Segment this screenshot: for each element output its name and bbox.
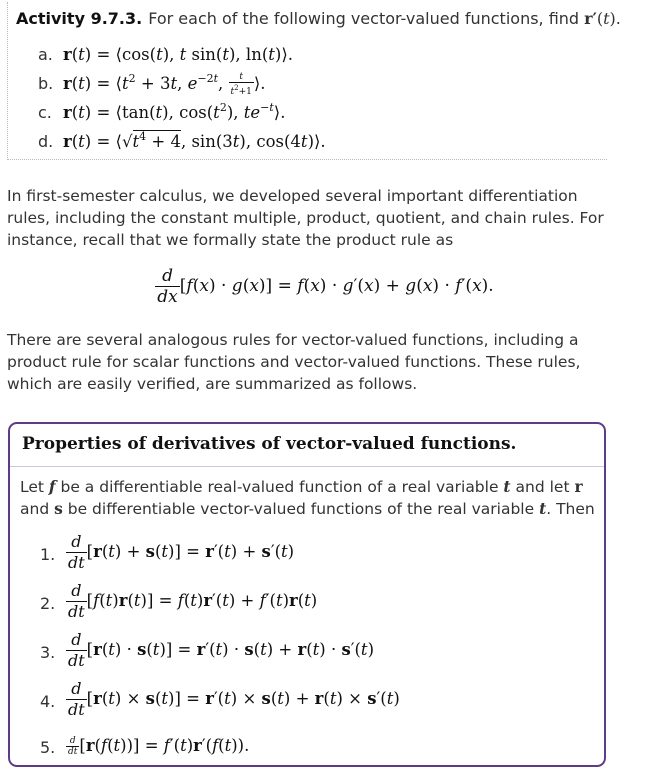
item-label: b.	[38, 74, 54, 93]
list-item	[8, 40, 598, 69]
math-expression: $\frac{d}{dt}$ [r(t) + s(t)] = r′(t) + s′(t)	[68, 532, 295, 572]
intro-paragraph: In first-semester calculus, we developed several important differentiation rules, including the constant multiple, product, quotient, and chain rules. For instance, recall that we formally state the product rule as	[7, 187, 604, 249]
activity-list	[8, 40, 598, 156]
item-label: c.	[38, 103, 52, 122]
list-item	[10, 530, 600, 579]
math-expression: $\frac{d}{dt}$ [f(t)r(t)] = f(t)r′(t) + f′(t)r(t)	[68, 581, 318, 621]
item-label: 5.	[40, 738, 56, 757]
list-item	[10, 628, 600, 677]
math-expression: $\frac{d}{dt}$ [r(t) × s(t)] = r′(t) × s(t) + r(t) × s′(t)	[68, 679, 400, 719]
math-expression: $r(t) = ⟨t^2 + 3t$, $e^{-2t}$, $\frac{t}{t^2+1}$ ⟩.	[63, 72, 266, 97]
list-item	[10, 677, 600, 726]
math-expression: $\frac{d}{dt}$ [r(f(t))] = f′(t)r′(f(t)).	[68, 736, 250, 757]
activity-title: Activity 9.7.3.	[16, 9, 143, 28]
activity-box	[7, 2, 621, 160]
item-label: a.	[38, 45, 53, 64]
math-expression: r(t) = ⟨cos(t), t sin(t), ln(t)⟩.	[63, 45, 294, 64]
activity-heading: Activity 9.7.3. For each of the following vector-valued functions, find r′(t).	[16, 9, 621, 28]
theorem-statement: Let f be a differentiable real-valued function of a real variable t and let r and s be differentiable vector-valued functions of the real variable t. Then	[20, 477, 595, 518]
activity-prompt: For each of the following vector-valued functions, find	[148, 9, 585, 28]
second-paragraph: There are several analogous rules for vector-valued functions, including a product rule for scalar functions and vector-valued functions. These rules, which are easily verified, are summarized as follows.	[7, 331, 581, 393]
list-item	[10, 726, 600, 775]
theorem-title: Properties of derivatives of vector-valued functions.	[22, 434, 517, 454]
list-item	[8, 69, 598, 98]
item-label: 1.	[40, 545, 56, 564]
math-expression: r(t) = ⟨tan(t), $\cos(t^2)$, $te^{-t}⟩$.	[63, 101, 286, 122]
item-label: 2.	[40, 594, 56, 613]
math-expression: $r(t) = ⟨√t^4 + 4$, sin(3t), cos(4t)⟩.	[63, 130, 326, 151]
r-prime-symbol: r′	[584, 9, 597, 28]
item-label: 4.	[40, 692, 56, 711]
theorem-list	[10, 530, 600, 775]
item-label: 3.	[40, 643, 56, 662]
item-label: d.	[38, 132, 54, 151]
product-rule-equation: $\frac{d}{dx}$ [f(x) · g(x)] = f(x) · g′(x) + g(x) · f′(x).	[157, 266, 494, 307]
theorem-box	[8, 422, 606, 767]
divider	[10, 466, 604, 467]
list-item	[8, 98, 598, 127]
list-item	[10, 579, 600, 628]
list-item	[8, 127, 598, 156]
math-expression: $\frac{d}{dt}$ [r(t) · s(t)] = r′(t) · s(t) + r(t) · s′(t)	[68, 630, 374, 670]
